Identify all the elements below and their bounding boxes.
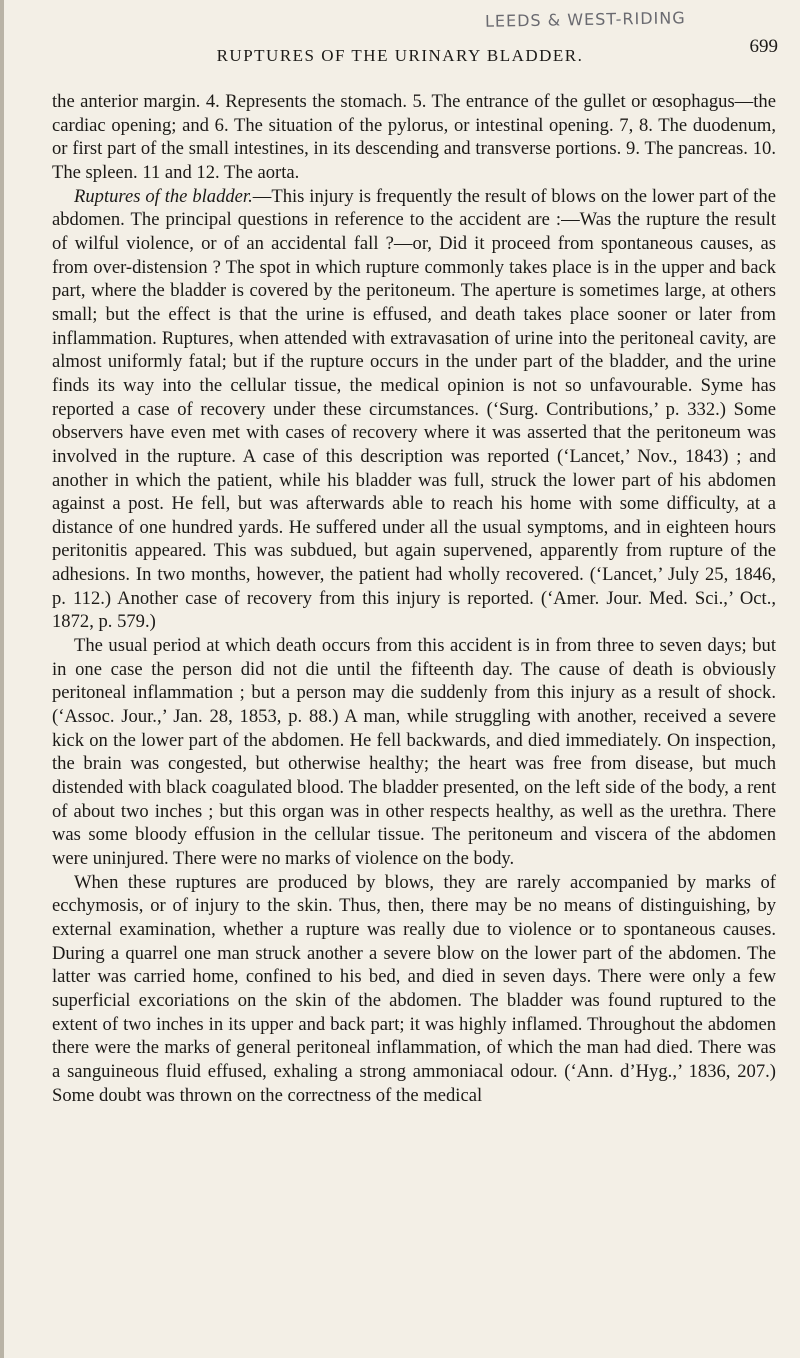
paragraph-text: The usual period at which death occurs from this accident is in from three to seven days; but in one case the person did not die until the fifteenth day. The cause of death is obviously peritoneal inflammation ; but a person may die suddenly from this injury as a result of shock. (‘Assoc. Jour.,’ Jan. 28, 1853, p. 88.) A man, while struggling with another, received a severe kick on the lower part of the abdomen. He fell backwards, and died immediately. On inspection, the brain was congested, but otherwise healthy; the heart was free from disease, but much distended with black coagulated blood. The bladder presented, on the left side of the body, a rent of about two inches ; but this organ was in other respects healthy, as well as the urethra. There was some bloody effusion in the cellular tissue. The peritoneum and viscera of the abdomen were uninjured. There were no marks of violence on the body. <box>52 635 776 869</box>
section-lead: Ruptures of the bladder. <box>74 185 253 207</box>
running-head: RUPTURES OF THE URINARY BLADDER. <box>216 46 584 65</box>
paragraph-ruptures-by-blows <box>52 871 776 1108</box>
paragraph-ruptures-of-bladder <box>52 185 776 634</box>
paragraph-figure-key <box>52 90 776 185</box>
page-edge-shadow <box>0 0 4 1358</box>
page-number: 699 <box>749 36 778 57</box>
paragraph-text: When these ruptures are produced by blows, they are rarely accompanied by marks of ecchymosis, or of injury to the skin. Thus, then, there may be no means of distinguishing, by external examination, whether a rupture was really due to violence or to spontaneous causes. During a quarrel one man struck another a severe blow on the lower part of the abdomen. The latter was carried home, confined to his bed, and died in seven days. There were only a few superficial excoriations on the skin of the abdomen. The bladder was found ruptured to the extent of two inches in its upper and back part; it was highly inflamed. Throughout the abdomen there were the marks of general peritoneal inflammation, of which the man had died. There was a sanguineous fluid effused, exhaling a strong ammoniacal odour. (‘Ann. d’Hyg.,’ 1836, 207.) Some doubt was thrown on the correctness of the medical <box>52 871 776 1106</box>
library-stamp: LEEDS & WEST-RIDING <box>484 8 686 31</box>
body-text <box>52 90 776 1107</box>
paragraph-text: —This injury is frequently the result of blows on the lower part of the abdomen. The principal questions in reference to the accident are :—Was the rupture the result of wilful violence, or of an accidental fall ?—or, Did it proceed from spontaneous causes, as from over-distension ? The spot in which rupture commonly takes place is in the upper and back part, where the bladder is covered by the peritoneum. The aperture is sometimes large, at others small; but the effect is that the urine is effused, and death takes place sooner or later from inflammation. Ruptures, when attended with extravasation of urine into the peritoneal cavity, are almost uniformly fatal; but if the rupture occurs in the under part of the bladder, and the urine finds its way into the cellular tissue, the medical opinion is not so unfavourable. Syme has reported a case of recovery under these circumstances. (‘Surg. Contributions,’ p. 332.) Some observers have even met with cases of recovery where it was asserted that the peritoneum was involved in the rupture. A case of this description was reported (‘Lancet,’ Nov., 1843) ; and another in which the patient, while his bladder was full, struck the lower part of his abdomen against a post. He fell, but was afterwards able to reach his home with some difficulty, at a distance of one hundred yards. He suffered under all the usual symptoms, and in eighteen hours peritonitis appeared. This was subdued, but again supervened, apparently from rupture of the adhesions. In two months, however, the patient had wholly recovered. (‘Lancet,’ July 25, 1846, p. 112.) Another case of recovery from this injury is reported. (‘Amer. Jour. Med. Sci.,’ Oct., 1872, p. 579.) <box>52 185 776 633</box>
book-page <box>20 10 780 1350</box>
paragraph-period-of-death <box>52 634 776 871</box>
paragraph-text: the anterior margin. 4. Represents the stomach. 5. The entrance of the gullet or œsophagus—the cardiac opening; and 6. The situation of the pylorus, or intestinal opening. 7, 8. The duodenum, or first part of the small intestines, in its descending and transverse portions. 9. The pancreas. 10. The spleen. 11 and 12. The aorta. <box>52 91 776 183</box>
